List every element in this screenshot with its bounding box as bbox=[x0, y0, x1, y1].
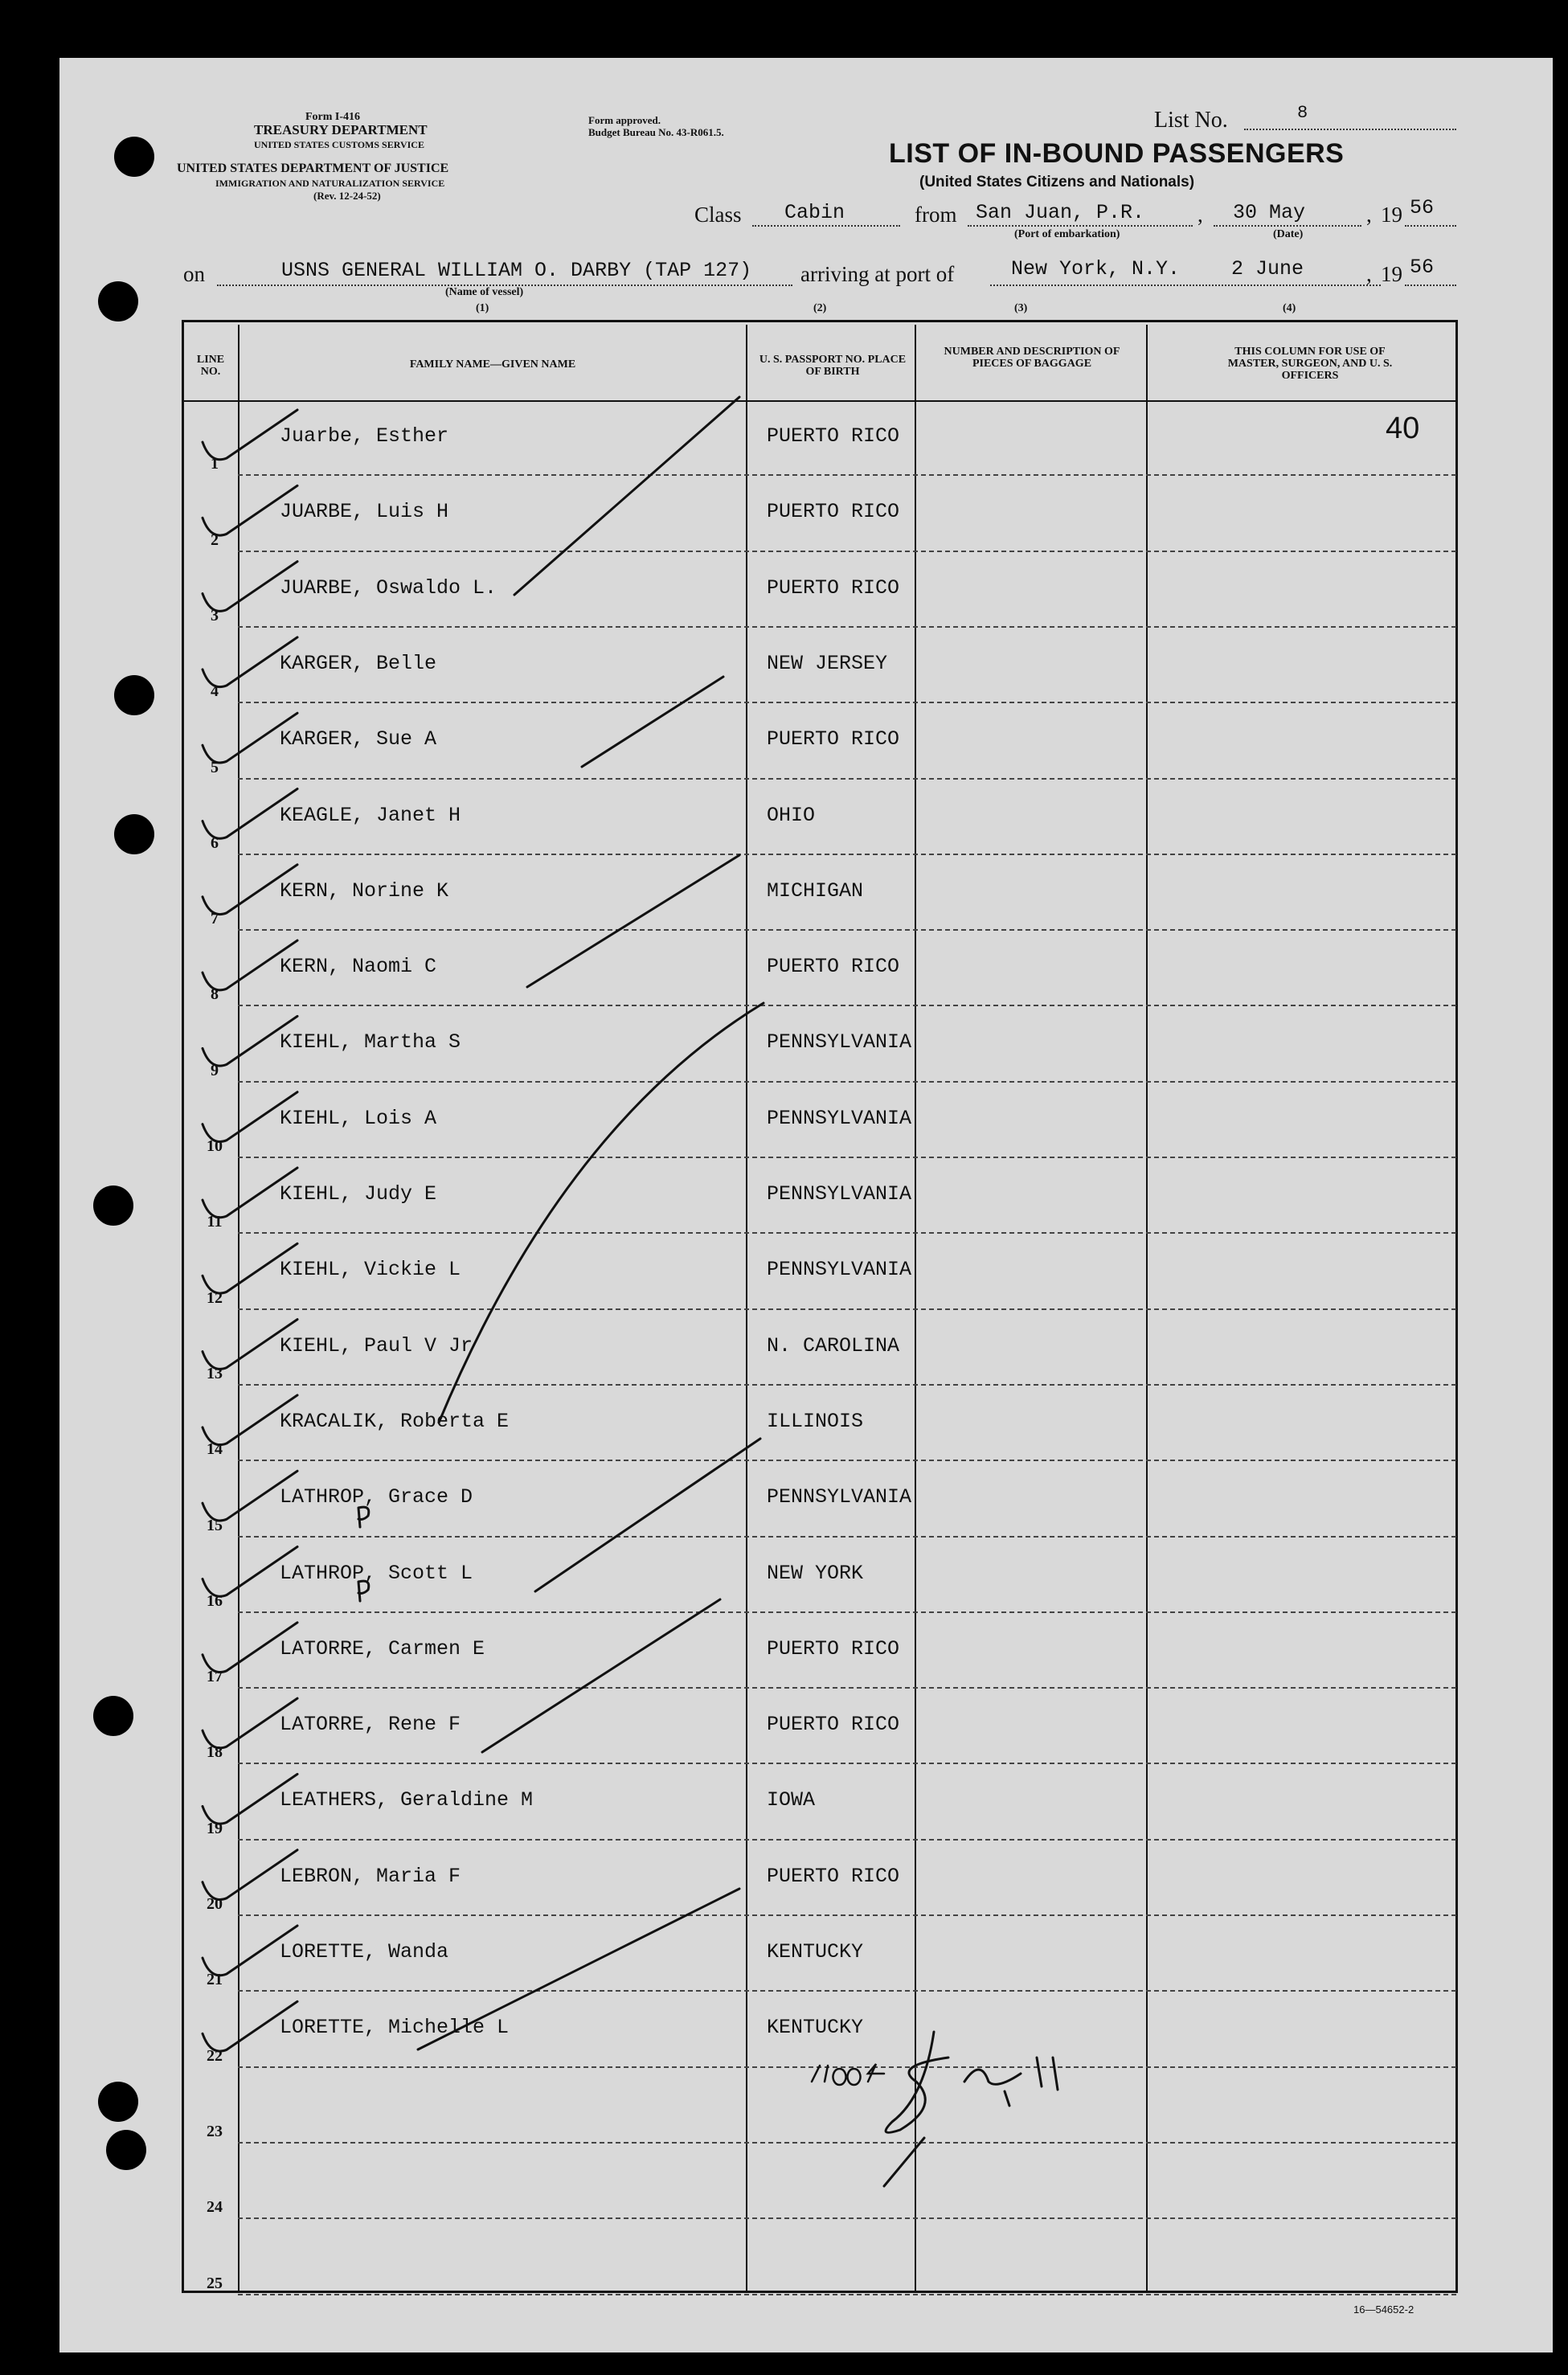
row-line-number: 15 bbox=[207, 1516, 223, 1534]
treasury-label: TREASURY DEPARTMENT bbox=[254, 122, 428, 137]
pen-stroke bbox=[582, 677, 723, 767]
row-line-number: 21 bbox=[207, 1971, 223, 1989]
birthplace: N. CAROLINA bbox=[767, 1333, 900, 1357]
budget-bureau: Budget Bureau No. 43-R061.5. bbox=[588, 126, 724, 138]
birthplace: PUERTO RICO bbox=[767, 500, 900, 524]
birthplace: KENTUCKY bbox=[767, 1940, 864, 1963]
arrival-date: 2 June bbox=[1231, 257, 1304, 280]
birthplace: NEW JERSEY bbox=[767, 651, 888, 675]
page-subtitle: (United States Citizens and Nationals) bbox=[919, 174, 1195, 190]
pen-stroke bbox=[418, 1889, 739, 2049]
col-header-passport: U. S. PASSPORT NO. PLACE OF BIRTH bbox=[759, 354, 907, 378]
passenger-name: KIEHL, Vickie L bbox=[280, 1258, 461, 1282]
vessel-name: USNS GENERAL WILLIAM O. DARBY (TAP 127) bbox=[281, 259, 752, 282]
passenger-name: KERN, Norine K bbox=[280, 878, 449, 903]
passenger-name: KIEHL, Judy E bbox=[280, 1182, 437, 1206]
check-mark bbox=[203, 2001, 297, 2051]
check-mark bbox=[203, 637, 297, 687]
row-line-number: 5 bbox=[211, 758, 219, 776]
check-mark bbox=[203, 1016, 297, 1066]
passenger-name: LEATHERS, Geraldine M bbox=[280, 1788, 534, 1812]
birthplace: PENNSYLVANIA bbox=[767, 1030, 912, 1054]
check-mark bbox=[203, 789, 297, 839]
row-line-number: 1 bbox=[211, 455, 219, 473]
check-mark bbox=[203, 1471, 297, 1521]
row-line-number: 2 bbox=[211, 530, 219, 549]
passenger-name: KEAGLE, Janet H bbox=[280, 803, 461, 827]
col-number-4: (4) bbox=[1283, 302, 1296, 314]
check-mark bbox=[203, 1168, 297, 1218]
arrival-year: 56 bbox=[1410, 256, 1435, 279]
birthplace: PUERTO RICO bbox=[767, 575, 900, 600]
row-line-number: 3 bbox=[211, 606, 219, 624]
col-number-2: (2) bbox=[813, 302, 827, 314]
comma: , bbox=[1197, 203, 1203, 227]
check-mark bbox=[203, 1698, 297, 1748]
row-line-number: 17 bbox=[207, 1668, 223, 1686]
passenger-name: Juarbe, Esther bbox=[280, 424, 449, 448]
date-caption: (Date) bbox=[1273, 228, 1304, 240]
row-line-number: 9 bbox=[211, 1061, 219, 1079]
row-line-number: 19 bbox=[207, 1819, 223, 1837]
correction-mark bbox=[358, 1507, 369, 1527]
birthplace: KENTUCKY bbox=[767, 2016, 864, 2040]
form-approved: Form approved. bbox=[588, 114, 661, 126]
check-mark bbox=[203, 1623, 297, 1673]
passenger-name: LATORRE, Carmen E bbox=[280, 1636, 485, 1660]
check-mark bbox=[203, 410, 297, 460]
passenger-name: KIEHL, Martha S bbox=[280, 1030, 461, 1054]
birthplace: OHIO bbox=[767, 803, 816, 827]
row-line-number: 25 bbox=[207, 2274, 223, 2292]
row-line-number: 8 bbox=[211, 985, 219, 1004]
row-line-number: 4 bbox=[211, 682, 219, 701]
col-number-1: (1) bbox=[476, 302, 489, 314]
row-line-number: 13 bbox=[207, 1364, 223, 1382]
passenger-name: LATHROP, Grace D bbox=[280, 1485, 473, 1509]
col-header-line-no: LINE NO. bbox=[196, 354, 225, 378]
birthplace: IOWA bbox=[767, 1788, 816, 1812]
passenger-name: KERN, Naomi C bbox=[280, 955, 437, 979]
revision-label: (Rev. 12-24-52) bbox=[313, 190, 381, 202]
arrival-port: New York, N.Y. bbox=[1011, 257, 1181, 280]
passenger-name: LATORRE, Rene F bbox=[280, 1713, 461, 1737]
birthplace: PENNSYLVANIA bbox=[767, 1485, 912, 1509]
birthplace: NEW YORK bbox=[767, 1561, 864, 1585]
year-comma: , bbox=[1366, 203, 1372, 227]
check-mark bbox=[203, 713, 297, 763]
passenger-name: LORETTE, Wanda bbox=[280, 1940, 449, 1963]
check-mark bbox=[203, 1243, 297, 1293]
customs-label: UNITED STATES CUSTOMS SERVICE bbox=[254, 139, 424, 150]
birthplace: PUERTO RICO bbox=[767, 1864, 900, 1888]
check-mark bbox=[203, 1926, 297, 1976]
row-line-number: 16 bbox=[207, 1591, 223, 1610]
port-embarkation-caption: (Port of embarkation) bbox=[1014, 228, 1120, 240]
check-mark bbox=[203, 1092, 297, 1142]
passenger-name: LATHROP, Scott L bbox=[280, 1561, 473, 1585]
passenger-name: KIEHL, Lois A bbox=[280, 1106, 437, 1130]
class-value: Cabin bbox=[784, 201, 845, 224]
passenger-name: KIEHL, Paul V Jr bbox=[280, 1333, 473, 1357]
row-line-number: 12 bbox=[207, 1288, 223, 1307]
row-line-number: 6 bbox=[211, 833, 219, 852]
ins-label: IMMIGRATION AND NATURALIZATION SERVICE bbox=[215, 178, 445, 189]
row-line-number: 11 bbox=[207, 1213, 223, 1231]
footer-code: 16—54652-2 bbox=[1353, 2303, 1414, 2316]
row-line-number: 14 bbox=[207, 1440, 223, 1459]
pen-stroke bbox=[482, 1599, 720, 1752]
officer-count: 40 bbox=[1386, 412, 1420, 445]
pen-stroke bbox=[514, 397, 739, 595]
from-label: from bbox=[915, 203, 957, 227]
row-line-number: 23 bbox=[207, 2122, 223, 2140]
year-departure: 56 bbox=[1410, 196, 1435, 219]
correction-mark bbox=[358, 1581, 369, 1601]
birthplace: PUERTO RICO bbox=[767, 1713, 900, 1737]
row-line-number: 22 bbox=[207, 2046, 223, 2065]
row-line-number: 18 bbox=[207, 1743, 223, 1762]
pen-stroke bbox=[439, 1003, 764, 1423]
birthplace: PUERTO RICO bbox=[767, 1636, 900, 1660]
arriving-label: arriving at port of bbox=[800, 262, 955, 286]
arrival-year-prefix: 19 bbox=[1381, 262, 1402, 286]
passenger-name: JUARBE, Oswaldo L. bbox=[280, 575, 497, 600]
signature-code bbox=[812, 2064, 884, 2085]
year-prefix: 19 bbox=[1381, 203, 1402, 227]
check-mark bbox=[203, 485, 297, 535]
row-line-number: 7 bbox=[211, 910, 219, 928]
port-embarkation: San Juan, P.R. bbox=[976, 201, 1145, 224]
passenger-name: KRACALIK, Roberta E bbox=[280, 1409, 510, 1433]
list-no-value: 8 bbox=[1297, 103, 1308, 123]
birthplace: PUERTO RICO bbox=[767, 955, 900, 979]
pen-stroke bbox=[535, 1439, 760, 1591]
check-mark bbox=[203, 1320, 297, 1370]
check-mark bbox=[203, 1774, 297, 1824]
arrival-year-comma: , bbox=[1366, 262, 1372, 286]
col-header-family-name: FAMILY NAME—GIVEN NAME bbox=[409, 358, 576, 371]
row-line-number: 24 bbox=[207, 2198, 223, 2217]
vessel-caption: (Name of vessel) bbox=[445, 286, 524, 298]
pen-stroke bbox=[527, 855, 739, 987]
check-mark bbox=[203, 1850, 297, 1900]
row-line-number: 10 bbox=[207, 1137, 223, 1155]
list-no-label: List No. bbox=[1154, 108, 1228, 133]
col-header-baggage: NUMBER AND DESCRIPTION OF PIECES OF BAGGAGE bbox=[944, 346, 1120, 370]
birthplace: MICHIGAN bbox=[767, 878, 864, 903]
passenger-name: LORETTE, Michelle L bbox=[280, 2016, 510, 2040]
check-mark bbox=[203, 865, 297, 915]
check-mark bbox=[203, 1395, 297, 1445]
col-header-officers: THIS COLUMN FOR USE OF MASTER, SURGEON, AND U. S. OFFICERS bbox=[1227, 346, 1393, 382]
justice-label: UNITED STATES DEPARTMENT OF JUSTICE bbox=[177, 162, 449, 175]
on-label: on bbox=[183, 262, 205, 286]
birthplace: PENNSYLVANIA bbox=[767, 1182, 912, 1206]
birthplace: PENNSYLVANIA bbox=[767, 1106, 912, 1130]
page-title: LIST OF IN-BOUND PASSENGERS bbox=[889, 138, 1345, 169]
row-line-number: 20 bbox=[207, 1895, 223, 1913]
check-mark bbox=[203, 940, 297, 990]
class-label: Class bbox=[694, 203, 742, 227]
departure-date: 30 May bbox=[1233, 201, 1306, 224]
passenger-name: KARGER, Sue A bbox=[280, 727, 437, 751]
form-number: Form I-416 bbox=[305, 111, 361, 123]
birthplace: PENNSYLVANIA bbox=[767, 1258, 912, 1282]
passenger-name: LEBRON, Maria F bbox=[280, 1864, 461, 1888]
check-mark bbox=[203, 562, 297, 612]
birthplace: ILLINOIS bbox=[767, 1409, 864, 1433]
birthplace: PUERTO RICO bbox=[767, 424, 900, 448]
signature bbox=[884, 2032, 1058, 2186]
birthplace: PUERTO RICO bbox=[767, 727, 900, 751]
col-number-3: (3) bbox=[1014, 302, 1028, 314]
passenger-name: JUARBE, Luis H bbox=[280, 500, 449, 524]
passenger-name: KARGER, Belle bbox=[280, 651, 437, 675]
check-mark bbox=[203, 1547, 297, 1597]
